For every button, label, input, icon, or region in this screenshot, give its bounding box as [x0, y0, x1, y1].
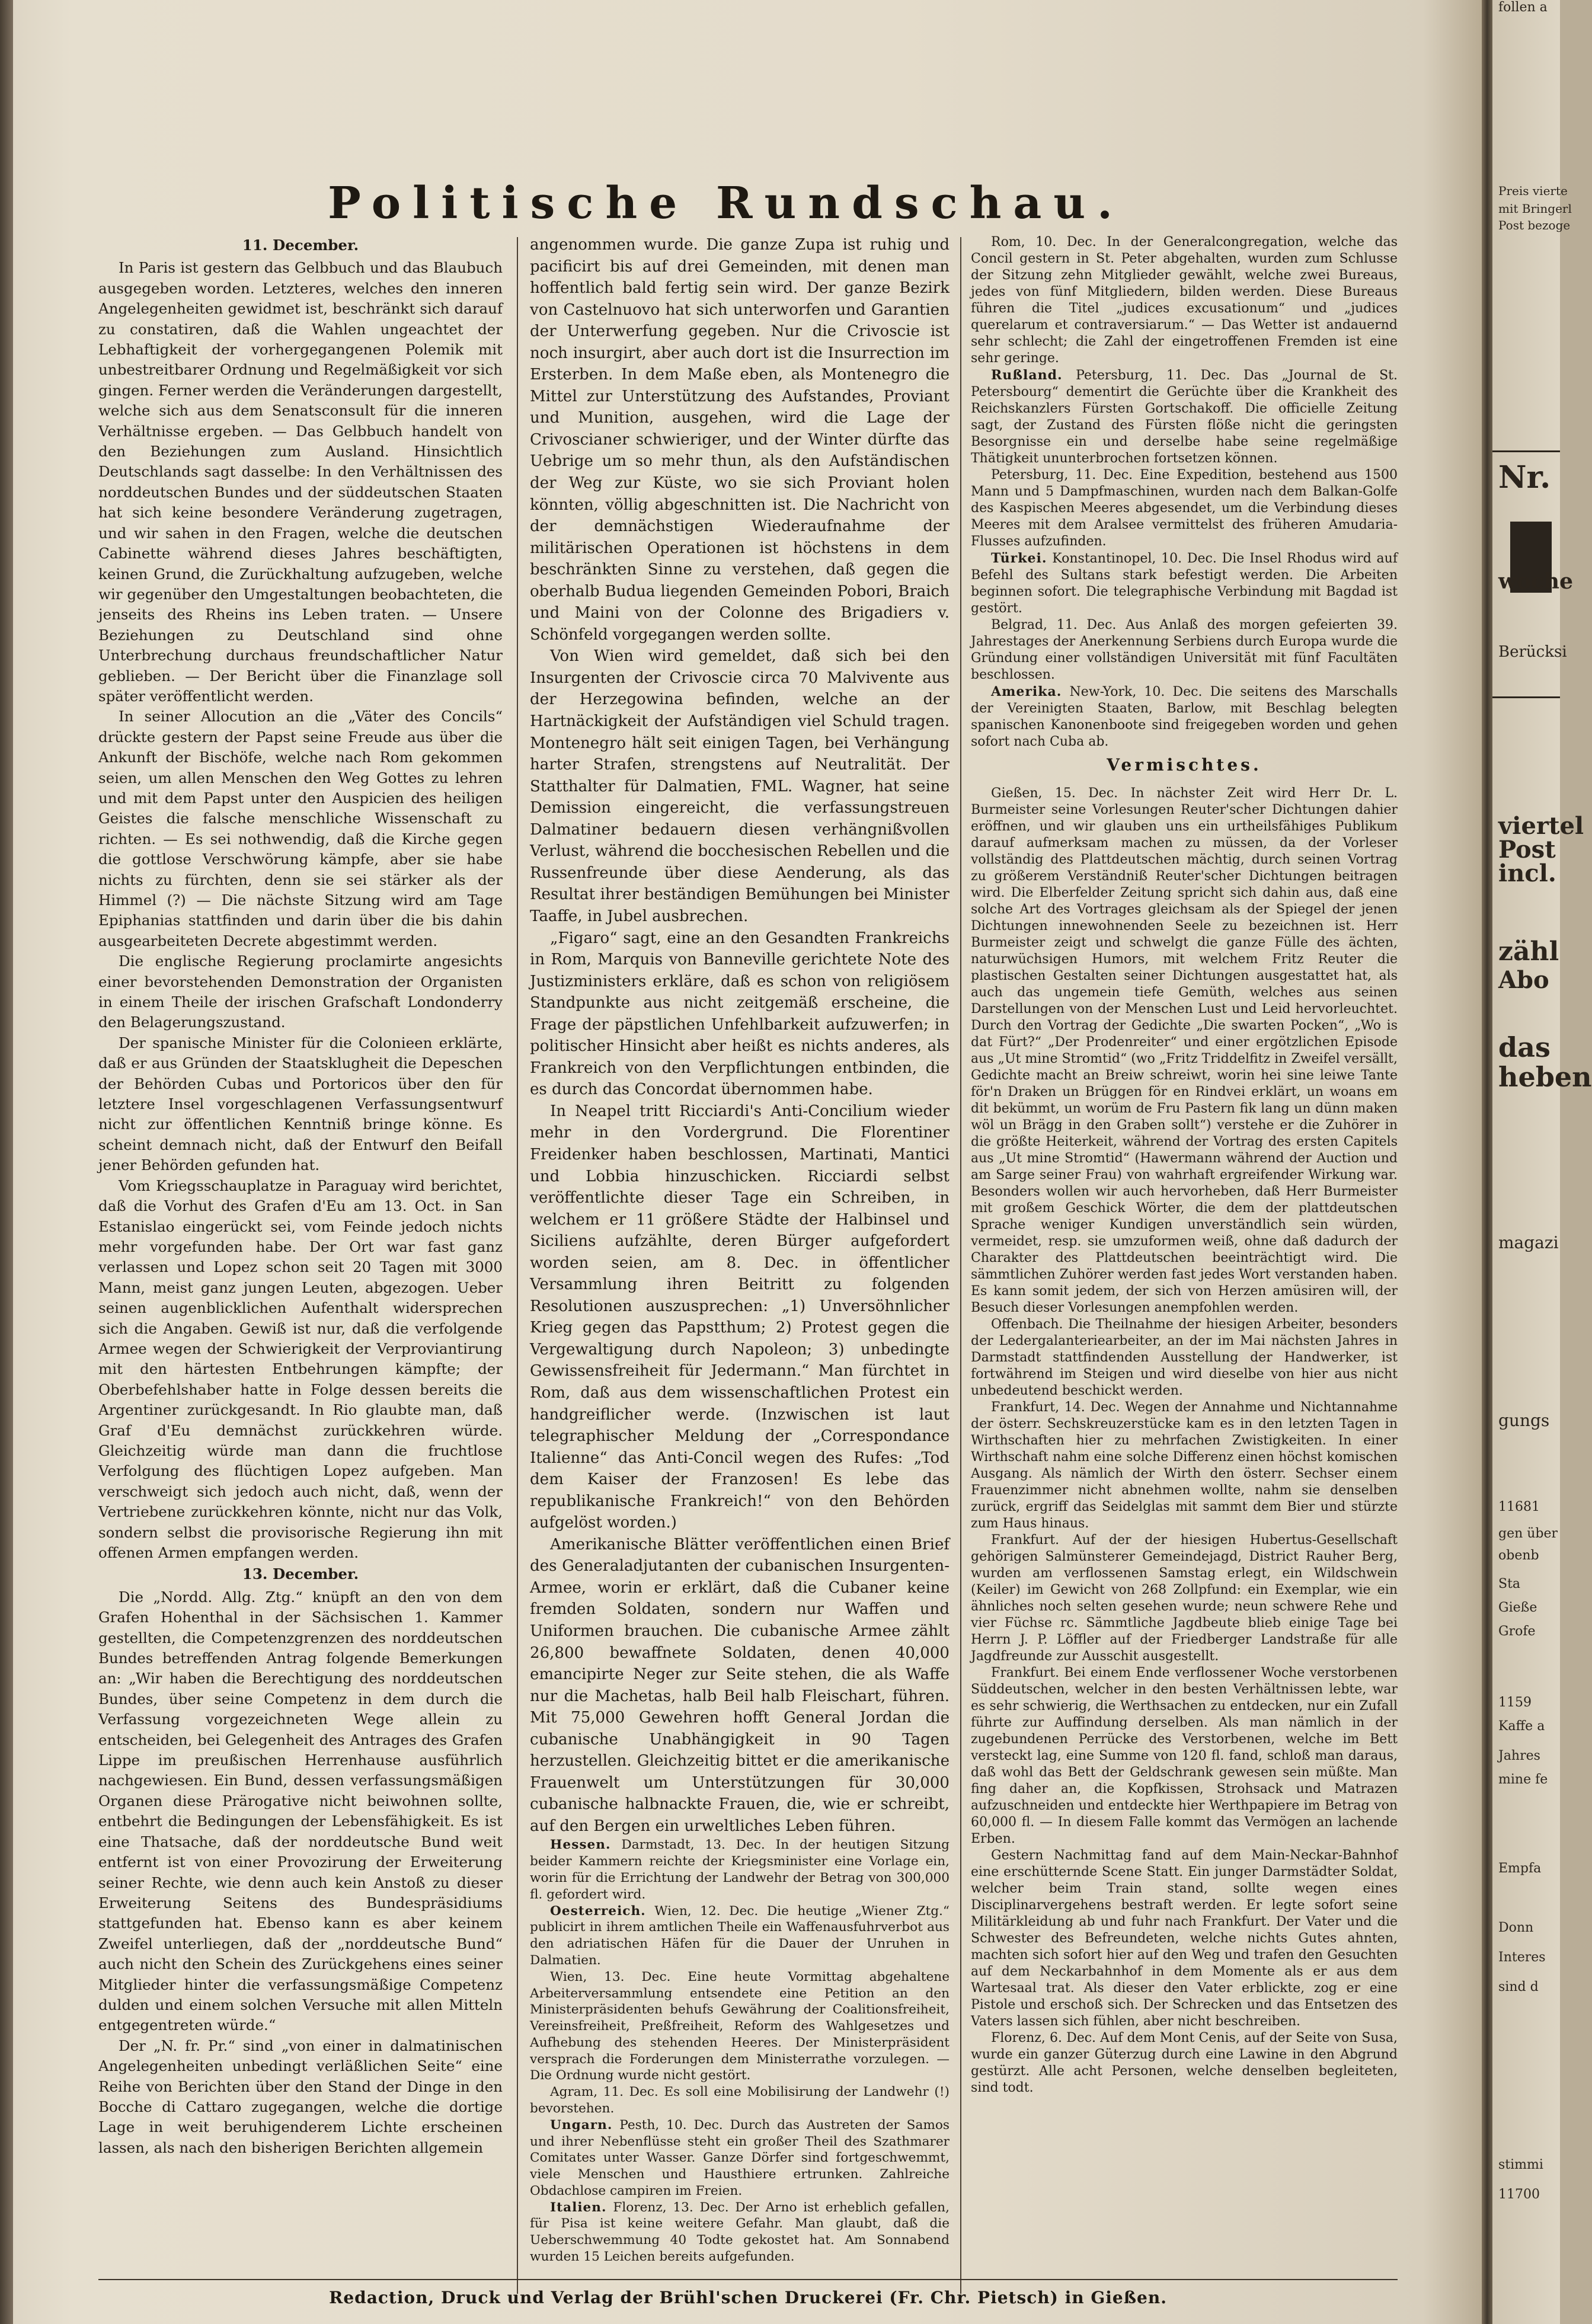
paragraph-text: Belgrad, 11. Dec. Aus Anlaß des morgen gefeierten 39. Jahrestages der Anerkennung Serbiens durch Europa wurde die Gründung einer vollständigen Universität mit fünf Facultäten beschlossen. — [971, 618, 1398, 682]
paragraph-text: Frankfurt. Bei einem Ende verflossener Woche verstorbenen Süddeutschen, welcher in den besten Verhältnissen lebte, war es sehr schwierig, die Werthsachen zu entdecken, nur ein Zufall führte zur Auffindung derselben. Als man nämlich in der zugebundenen Perrücke des Verstorbenen, welche im Bett versteckt lag, eine Summe von 120 fl. fand, schloß man daraus, daß wohl das Bett der Geldschrank gewesen sein müßte. Man fing daher an, die Kopfkissen, Strohsack und Matrazen aufzuschneiden und entdeckte hier Werthpapiere im Betrag von 60,000 fl. — In diesem Falle kommt das Vermögen an lachende Erben. — [971, 1666, 1398, 1847]
adjacent-text-fragment: zähl — [1498, 936, 1559, 967]
paragraph-text: Frankfurt, 14. Dec. Wegen der Annahme und Nichtannahme der österr. Sechskreuzerstücke kam es in den letzten Tagen in Wirthschaften hier zu mehrfachen Zwistigkeiten. In einer Wirthschaft nahm eine solche Differenz einen höchst komischen Ausgang. Als nämlich der Wirth den österr. Sechser einem Frauenzimmer nicht abnehmen wollte, nahm sie denselben zurück, ergriff das Seidelglas mit sammt dem Bier und stürzte zum Haus hinaus. — [971, 1400, 1398, 1532]
article-paragraph — [530, 234, 950, 645]
paragraph-text: Amerikanische Blätter veröffentlichen einen Brief des Generaladjutanten der cubanischen Insurgenten-Armee, worin er erklärt, daß die Cubaner keine fremden Soldaten, sondern nur Waffen und Uniformen brauchen. Die cubanische Armee zählt 26,800 bewaffnete Soldaten, denen 40,000 emancipirte Neger zur Seite stehen, die als Waffe nur die Machetas, halb Beil halb Fleischart, führen. Mit 75,000 Gewehren hofft General Jordan die cubanische Unabhängigkeit in 90 Tagen herzustellen. Gleichzeitig bittet er die amerikanische Frauenwelt um Unterstützungen für 30,000 cubanische halbnackte Frauen, die, wie er schreibt, auf den Bergen ein urweltliches Leben führen. — [530, 1535, 950, 1835]
article-paragraph — [971, 1847, 1398, 2030]
article-paragraph — [971, 367, 1398, 467]
adjacent-text-fragment: viertel — [1498, 812, 1584, 840]
article-paragraph — [98, 951, 503, 1033]
paragraph-text: Vom Kriegsschauplatze in Paraguay wird berichtet, daß die Vorhut des Grafen d'Eu am 13. Oct. in San Estanislao eingerückt sei, vom Feinde jedoch nichts mehr vorgefunden habe. Der Ort war fast ganz verlassen und Lopez schon seit 20 Tagen mit 3000 Mann, meist ganz jungen Leuten, abgezogen. Ueber seinen augenblicklichen Aufenthalt widersprechen sich die Angaben. Gewiß ist nur, daß die verfolgende Armee wegen der Schwierigkeit der Verproviantirung mit den härtesten Entbehrungen kämpfte; der Oberbefehlshaber hatte in Folge dessen bereits die Argentiner zurückgesandt. In Rio glaubte man, daß Graf d'Eu demnächst zurückkehren würde. Gleichzeitig würde man dann die fruchtlose Verfolgung des flüchtigen Lopez aufgeben. Man verschweigt sich jedoch auch nicht, daß, wenn der Vertriebene zurückkehren könnte, nicht nur das Volk, sondern selbst die provisorische Regierung ihn mit offenen Armen empfangen werden. — [98, 1177, 503, 1561]
paragraph-text: 13. December. — [242, 1565, 359, 1583]
article-paragraph — [98, 1176, 503, 1564]
paragraph-text: In Neapel tritt Ricciardi's Anti-Concilium wieder mehr in den Vordergrund. Die Florentiner Freidenker haben beschlossen, Martinati, Mantici und Lobbia hinzuschicken. Ricciardi selbst veröffentlichte dieser Tage ein Schreiben, in welchem er 11 größere Städte der Halbinsel und Siciliens aufzählte, deren Bürger aufgefordert worden seien, am 8. Dec. in öffentlicher Versammlung ihren Beitritt zu folgenden Resolutionen auszusprechen: „1) Unversöhnlicher Krieg gegen das Papstthum; 2) Protest gegen die Vergewaltigung durch Napoleon; 3) unbedingte Gewissensfreiheit für Jedermann.“ Man fürchtet in Rom, daß aus dem wissenschaftlichen Protest ein handgreiflicher werde. (Inzwischen ist laut telegraphischer Meldung der „Correspondance Italienne“ das Anti-Concil wegen des Rufes: „Tod dem Kaiser der Franzosen! Es lebe das republikanische Frankreich!“ von den Behörden aufgelöst worden.) — [530, 1102, 950, 1532]
column-divider — [517, 237, 518, 2294]
region-keyword: Ungarn. — [550, 2117, 613, 2133]
region-keyword: Türkei. — [991, 551, 1047, 566]
imprint-footer: Redaction, Druck und Verlag der Brühl'schen Druckerei (Fr. Chr. Pietsch) in Gießen. — [329, 2288, 1167, 2307]
book-gutter — [0, 0, 13, 2324]
adjacent-text-fragment: woche — [1498, 569, 1573, 594]
region-keyword: Oesterreich. — [550, 1903, 646, 1919]
adjacent-text-fragment: Jahres — [1498, 1748, 1540, 1763]
adjacent-text-fragment: Interes — [1498, 1950, 1546, 1965]
article-paragraph — [530, 1903, 950, 1969]
article-paragraph — [530, 1534, 950, 1837]
paragraph-text: Pesth, 10. Dec. Durch das Austreten der Samos und ihrer Nebenflüsse steht ein großer Theil des Szathmarer Comitates unter Wasser. Ganze Dörfer sind fortgeschwemmt, viele Menschen und Hausthiere ertrunken. Zahlreiche Obdachlose campiren im Freien. — [530, 2117, 950, 2198]
paragraph-text: In seiner Allocution an die „Väter des Concils“ drückte gestern der Papst seine Freude aus über die Ankunft der Bischöfe, welche nach Rom gekommen seien, um allen Menschen den Weg Gottes zu lehren und mit dem Papst unter den Auspicien des heiligen Geistes die falsche menschliche Wissenschaft zu richten. — Es sei nothwendig, daß die Kirche gegen die gottlose Verschwörung kämpfe, aber sie habe nichts zu fürchten, denn sie sei stärker als der Himmel (?) — Die nächste Sitzung wird am Tage Epiphanias stattfinden und darin über die bis dahin ausgearbeiteten Decrete abgestimmt werden. — [98, 708, 503, 950]
paragraph-text: Frankfurt. Auf der der hiesigen Hubertus-Gesellschaft gehörigen Salmünsterer Gemeindejagd, District Rauher Berg, wurden am verflossenen Samstag erlegt, ein Wildschwein (Keiler) im Gewicht von 268 Zollpfund: ein Exemplar, wie ein ähnliches noch selten gesehen wurde; neun schwere Rehe und vier Füchse rc. Sämmtliche Jagdbeute blieb einige Tage bei Herrn J. P. Löffler auf der Friedberger Landstraße für alle Jagdfreunde zur Ausschit ausgestellt. — [971, 1533, 1398, 1664]
article-paragraph — [971, 550, 1398, 617]
region-keyword: Italien. — [550, 2200, 607, 2215]
section-heading — [971, 754, 1398, 776]
article-paragraph — [971, 2030, 1398, 2096]
column-divider — [960, 237, 961, 2294]
article-paragraph — [971, 1316, 1398, 1399]
article-paragraph — [530, 2084, 950, 2117]
paragraph-text: Vermischtes. — [1107, 755, 1262, 775]
region-keyword: Amerika. — [991, 684, 1062, 699]
adjacent-text-fragment: Berücksi — [1498, 643, 1567, 661]
dateline — [98, 235, 503, 255]
paragraph-text: Rom, 10. Dec. In der Generalcongregation, welche das Concil gestern in St. Peter abgehalten, wurden zum Schlusse der Sitzung zehn Mitglieder gewählt, welche zwei Bureaus, jedes von fünf Mitgliedern, bilden werden. Diese Bureaus führen die Titel „judices excusationum“ und „judices querelarum et contraversiarum.“ — Das Wetter ist andauernd sehr schlecht; die Zahl der eingetroffenen Fremden ist eine sehr geringe. — [971, 235, 1398, 366]
column-2 — [530, 234, 950, 2265]
article-paragraph — [971, 1399, 1398, 1532]
article-paragraph — [98, 258, 503, 707]
paragraph-text: In Paris ist gestern das Gelbbuch und das Blaubuch ausgegeben worden. Letzteres, welches den inneren Angelegenheiten gewidmet ist, beschränkt sich darauf zu constatiren, daß die Wahlen ungeachtet der Lebhaftigkeit der vorhergegangenen Polemik mit unbestreitbarer Ordnung und Regelmäßigkeit vor sich gingen. Ferner werden die Veränderungen dargestellt, welche sich aus dem Senatsconsult für die inneren Verhältnisse ergeben. — Das Gelbbuch handelt von den Beziehungen zum Ausland. Hinsichtlich Deutschlands sagt dasselbe: In den Verhältnissen des norddeutschen Bundes und der süddeutschen Staaten hat sich keine besondere Veränderung zugetragen, und wir sahen in den Fragen, welche die deutschen Cabinette während dieses Jahres beschäftigten, keinen Grund, die Zurückhaltung aufzugeben, welche wir gegenüber den Umgestaltungen beobachteten, die jenseits des Rheins ins Leben traten. — Unsere Beziehungen zu Deutschland sind ohne Unterbrechung durchaus freundschaftlicher Natur geblieben. — Der Bericht über die Finanzlage soll später veröffentlicht werden. — [98, 259, 503, 705]
adjacent-text-fragment: Gieße — [1498, 1600, 1537, 1615]
paragraph-text: Darmstadt, 13. Dec. In der heutigen Sitzung beider Kammern reichte der Kriegsminister eine Vorlage ein, worin für die Errichtung der Landwehr der Betrag von 300,000 fl. gefordert wird. — [530, 1837, 950, 1902]
article-paragraph — [530, 2117, 950, 2200]
adjacent-text-fragment: 11700 — [1498, 2187, 1540, 2202]
adjacent-text-fragment: obenb — [1498, 1548, 1539, 1563]
column-1 — [98, 234, 503, 2158]
article-paragraph — [971, 467, 1398, 550]
adjacent-text-fragment: mit Bringerl — [1498, 202, 1572, 216]
paragraph-text: Konstantinopel, 10. Dec. Die Insel Rhodus wird auf Befehl des Sultans stark befestigt werden. Die Arbeiten beginnen sofort. Die telegraphische Verbindung mit Bagdad ist gestört. — [971, 551, 1398, 616]
adjacent-text-fragment: Sta — [1498, 1577, 1521, 1591]
paragraph-text: Petersburg, 11. Dec. Eine Expedition, bestehend aus 1500 Mann und 5 Dampfmaschinen, wurden nach dem Balkan-Golfe des Kaspischen Meeres abgesendet, um die Verbindung dieses Meeres mit dem Aralsee vermittelst des früheren Amudaria-Flusses aufzufinden. — [971, 468, 1398, 549]
adjacent-text-fragment: magazi — [1498, 1233, 1559, 1252]
article-paragraph — [530, 645, 950, 927]
adjacent-text-fragment: Donn — [1498, 1920, 1534, 1935]
adjacent-text-fragment: follen a — [1498, 0, 1548, 15]
adjacent-page-edge — [1492, 0, 1592, 2324]
paragraph-text: Der spanische Minister für die Colonieen erklärte, daß er aus Gründen der Staatsklugheit die Depeschen der Behörden Cubas und Portoricos über den für letztere Insel vorgeschlagenen Verfassungsentwurf nicht zur öffentlichen Kenntniß bringe könne. Es scheint demnach nicht, daß der Entwurf den Beifall jener Behörden gefunden hat. — [98, 1034, 503, 1174]
adjacent-text-fragment: das — [1498, 1031, 1551, 1063]
article-paragraph — [530, 1101, 950, 1534]
paragraph-text: Die „Nordd. Allg. Ztg.“ knüpft an den von dem Grafen Hohenthal in der Sächsischen 1. Kammer gestellten, die Competenzgrenzen des norddeutschen Bundes betreffenden Antrag folgende Bemerkungen an: „Wir haben die Berechtigung des norddeutschen Bundes, über seine Competenz in dem durch die Verfassung vorgezeichneten Wege allein zu entscheiden, bei Gelegenheit des Antrages des Grafen Lippe im preußischen Herrenhause ausführlich nachgewiesen. Ein Bund, dessen verfassungsmäßigen Organen diese Prärogative nicht beiwohnen sollte, entbehrt die Bedingungen der Lebensfähigkeit. Es ist eine Thatsache, daß der norddeutsche Bund weit entfernt ist von einer Provozirung der Erweiterung seiner Rechte, wie denn auch kein Anstoß zu dieser Erweiterung Seitens des Bundespräsidiums stattgefunden hat. Ebenso kann es aber keinem Zweifel unterliegen, daß der „norddeutsche Bund“ auch nicht den Schein des Zurückgehens eines seiner Mitglieder hinter die verfassungsmäßige Competenz dulden und einem solchen Versuche mit allen Mitteln entgegentreten würde.“ — [98, 1588, 503, 2034]
adjacent-text-fragment: Kaffe a — [1498, 1719, 1545, 1734]
paragraph-text: Gießen, 15. Dec. In nächster Zeit wird Herr Dr. L. Burmeister seine Vorlesungen Reuter'scher Dichtungen dahier eröffnen, und wir glauben uns ein urtheilsfähiges Publikum darauf aufmerksam machen zu müssen, da der Vorleser vollständig des Plattdeutschen mächtig, durch seinen Vortrag zu größerem Verständniß Reuter'scher Dichtungen beitragen wird. Die Elberfelder Zeitung spricht sich dahin aus, daß eine solche Art des Vortrages gleichsam als der Spiegel der jenen Dichtungen innewohnenden Seele zu bezeichnen ist. Herr Burmeister zeigt und schwelgt die ganze Fülle des ächten, naturwüchsigen Humors, mit welchem Fritz Reuter die plastischen Gestalten seiner Dichtungen ausgestattet hat, als auch das ungemein tiefe Gemüth, welches aus seinen Darstellungen von der Menschen Lust und Leid hervorleuchtet. Durch den Vortrag der Gedichte „Die swarten Pocken“, „Wo is dat Fürt?“ „Der Prodenreiter“ und einer ergötzlichen Episode aus „Ut mine Stromtid“ (wo „Fritz Triddelfitz in Zweifel versällt, Gedichte macht an Breiw schreiwt, worin hei sine leiwe Tante för'n Draken un Brüggen för en Rindvei erklärt, un woans em dit bekümmt, un worüm de Fru Pastern fik lang un dünn maken wöl un Brägg in den Graben sollt“) verstehe er die Zuhörer in die größte Heiterkeit, während der Vortrag des ersten Capitels aus „Ut mine Stromtid“ (Hawermann während der Auction und am Sarge seiner Frau) von wahrhaft ergreifender Wirkung war. Besonders wollen wir auch hervorheben, daß Herr Burmeister mit großem Geschick Wörter, die dem der plattdeutschen Sprache weniger Kundigen unverständlich sein würden, vermeidet, resp. sie umzuformen weiß, ohne daß dadurch der Charakter des Plattdeutschen beeinträchtigt wird. Die sämmtlichen Zuhörer werden fast jedes Wort verstanden haben. Es kann somit jedem, der sich von Herzen amüsiren will, der Besuch dieser Vorlesungen anempfohlen werden. — [971, 786, 1398, 1316]
region-keyword: Rußland. — [991, 367, 1063, 383]
paragraph-text: Wien, 13. Dec. Eine heute Vormittag abgehaltene Arbeiterversammlung entsendete eine Petition an den Ministerpräsidenten behufs Gewährung der Coalitionsfreiheit, Vereinsfreiheit, Preßfreiheit, Reform des Wahlgesetzes und Aufhebung des stehenden Heeres. Der Ministerpräsident versprach die Forderungen dem Ministerrathe vorzulegen. — Die Ordnung wurde nicht gestört. — [530, 1969, 950, 2083]
adjacent-text-fragment: Post bezoge — [1498, 218, 1571, 232]
article-paragraph — [98, 707, 503, 951]
dateline — [98, 1564, 503, 1584]
article-paragraph — [530, 1969, 950, 2084]
paragraph-text: 11. December. — [242, 236, 359, 254]
paragraph-text: Petersburg, 11. Dec. Das „Journal de St. Petersbourg“ dementirt die Gerüchte über die Krankheit des Reichskanzlers Fürsten Gortschakoff. Die officielle Zeitung sagt, der Zustand des Fürsten flöße nicht die geringsten Besorgnisse ein und derselbe habe seine regelmäßige Thätigkeit ununterbrochen fortsetzen können. — [971, 368, 1398, 466]
paragraph-text: Offenbach. Die Theilnahme der hiesigen Arbeiter, besonders der Ledergalanteriearbeiter, an der im Mai nächsten Jahres in Darmstadt stattfindenden Ausstellung der Handwerker, ist fortwährend im Steigen und wird dieselbe von hier aus nicht unbedeutend beschickt werden. — [971, 1317, 1398, 1399]
article-paragraph — [971, 1532, 1398, 1665]
footer-rule — [98, 2279, 1398, 2280]
page-fold — [1482, 0, 1492, 2324]
adjacent-rule — [1492, 696, 1560, 698]
adjacent-text-fragment: heben — [1498, 1061, 1592, 1093]
region-keyword: Hessen. — [550, 1837, 611, 1853]
article-paragraph — [98, 1587, 503, 2036]
paragraph-text: Die englische Regierung proclamirte angesichts einer bevorstehenden Demonstration der Organisten in einem Theile der irischen Grafschaft Londonderry den Belagerungszustand. — [98, 952, 503, 1031]
paragraph-text: „Figaro“ sagt, eine an den Gesandten Frankreichs in Rom, Marquis von Banneville gerichtete Note des Justizministers erkläre, daß es schon von religiösem Standpunkte aus nicht zeitgemäß erscheine, die Frage der päpstlichen Unfehlbarkeit aufzuwerfen; in politischer Hinsicht aber heißt es nichts anderes, als Frankreich von den Verpflichtungen entbinden, die es durch das Concordat übernommen habe. — [530, 929, 950, 1099]
adjacent-text-fragment: gen über — [1498, 1526, 1558, 1541]
paragraph-text: Wien, 12. Dec. Die heutige „Wiener Ztg.“ publicirt in ihrem amtlichen Theile ein Waffenausfuhrverbot aus den adriatischen Häfen für die Dauer der Unruhen in Dalmatien. — [530, 1903, 950, 1968]
adjacent-text-fragment: Nr. — [1498, 459, 1551, 496]
article-paragraph — [971, 1665, 1398, 1847]
adjacent-text-fragment: stimmi — [1498, 2157, 1543, 2172]
adjacent-rule — [1492, 450, 1560, 452]
article-paragraph — [971, 785, 1398, 1316]
adjacent-text-fragment: gungs — [1498, 1411, 1550, 1430]
adjacent-text-fragment: Post — [1498, 836, 1556, 864]
adjacent-text-fragment: 1159 — [1498, 1695, 1532, 1710]
page-title: Politische Rundschau. — [328, 178, 1124, 229]
article-paragraph — [971, 617, 1398, 683]
paragraph-text: Florenz, 6. Dec. Auf dem Mont Cenis, auf der Seite von Susa, wurde ein ganzer Güterzug durch eine Lawine in den Abgrund gestürzt. Alle acht Personen, welche denselben begleiteten, sind todt. — [971, 2031, 1398, 2096]
adjacent-text-fragment: Grofe — [1498, 1624, 1536, 1639]
article-paragraph — [971, 683, 1398, 750]
adjacent-text-fragment: Abo — [1498, 966, 1549, 994]
article-paragraph — [530, 1837, 950, 1903]
article-paragraph — [98, 1033, 503, 1176]
adjacent-text-fragment: 11681 — [1498, 1500, 1540, 1514]
paragraph-text: Florenz, 13. Dec. Der Arno ist erheblich gefallen, für Pisa ist keine weitere Gefahr. Man glaubt, daß die Ueberschwemmung 40 Todte gekostet hat. Am Sonnabend wurden 15 Leichen bereits aufgefunden. — [530, 2200, 950, 2264]
paragraph-text: Agram, 11. Dec. Es soll eine Mobilisirung der Landwehr (!) bevorstehen. — [530, 2085, 950, 2116]
paragraph-text: Gestern Nachmittag fand auf dem Main-Neckar-Bahnhof eine erschütternde Scene Statt. Ein junger Darmstädter Soldat, welcher beim Train stand, sollte wegen eines Disciplinarvergehens bestraft werden. Er legte sofort seine Militärkleidung ab und fuhr nach Frankfurt. Der Vater und die Schwester des Befreundeten, welche nichts Gutes ahnten, machten sich sofort hier auf den Weg und trafen den Gesuchten auf dem Neckarbahnhof in dem Momente als er aus dem Wartesaal trat. Als dieser den Vater erblickte, zog er eine Pistole und erschoß sich. Der Schrecken und das Entsetzen des Vaters lassen sich fühlen, aber nicht beschreiben. — [971, 1848, 1398, 2029]
adjacent-text-fragment: Empfa — [1498, 1861, 1542, 1876]
adjacent-text-fragment: Preis vierte — [1498, 184, 1568, 198]
article-paragraph — [98, 2036, 503, 2158]
article-paragraph — [530, 928, 950, 1101]
paragraph-text: New-York, 10. Dec. Die seitens des Marschalls der Vereinigten Staaten, Barlow, mit Beschlag belegten spanischen Kanonenboote sind freigegeben worden und gehen sofort nach Cuba ab. — [971, 685, 1398, 749]
paragraph-text: Von Wien wird gemeldet, daß sich bei den Insurgenten der Crivoscie circa 70 Malvivente aus der Herzegowina befinden, welche an der Hartnäckigkeit der Aufständigen viel Schuld tragen. Montenegro hält seit einigen Tagen, bei Verhängung harter Strafen, strengstens auf Neutralität. Der Statthalter für Dalmatien, FML. Wagner, hat seine Demission eingereicht, die verfassungstreuen Dalmatiner bedauern diesen verhängnißvollen Verlust, während die bocchesischen Rebellen und die Russenfreunde über diese Aenderung, als das Resultat ihrer beständigen Bemühungen bei Minister Taaffe, in Jubel ausbrechen. — [530, 647, 950, 925]
paragraph-text: Der „N. fr. Pr.“ sind „von einer in dalmatinischen Angelegenheiten unbedingt verläßlichen Seite“ eine Reihe von Berichten über den Stand der Dinge in den Bocche di Cattaro zugegangen, welche die dortige Lage in weit beruhigenderem Lichte erscheinen lassen, als nach den bisherigen Berichten allgemein — [98, 2037, 503, 2156]
article-paragraph — [971, 234, 1398, 367]
adjacent-text-fragment: sind d — [1498, 1980, 1539, 1994]
adjacent-text-fragment: incl. — [1498, 859, 1556, 887]
column-3 — [971, 234, 1398, 2096]
paragraph-text: angenommen wurde. Die ganze Zupa ist ruhig und pacificirt bis auf drei Gemeinden, mit denen man hoffentlich bald fertig sein wird. Der ganze Bezirk von Castelnuovo hat sich unterworfen und Garantien der Unterwerfung gegeben. Nur die Crivoscie ist noch insurgirt, aber auch dort ist die Insurrection im Ersterben. In dem Maße eben, als Montenegro die Mittel zur Unterstützung des Aufstandes, Proviant und Munition, ausgehen, wird die Lage der Crivoscianer schwieriger, und der Winter dürfte das Uebrige um so mehr thun, als den Aufständischen der Weg zur Küste, wo sie sich Proviant holen könnten, völlig abgeschnitten ist. Die Nachricht von der demnächstigen Wiederaufnahme der militärischen Operationen ist höchstens in dem beschränkten Sinne zu verstehen, daß gegen die oberhalb Budua liegenden Gemeinden Pobori, Braich und Maini von der Colonne des Brigadiers v. Schönfeld vorgegangen werden sollte. — [530, 236, 950, 644]
article-paragraph — [530, 2200, 950, 2265]
adjacent-text-fragment: mine fe — [1498, 1772, 1548, 1787]
